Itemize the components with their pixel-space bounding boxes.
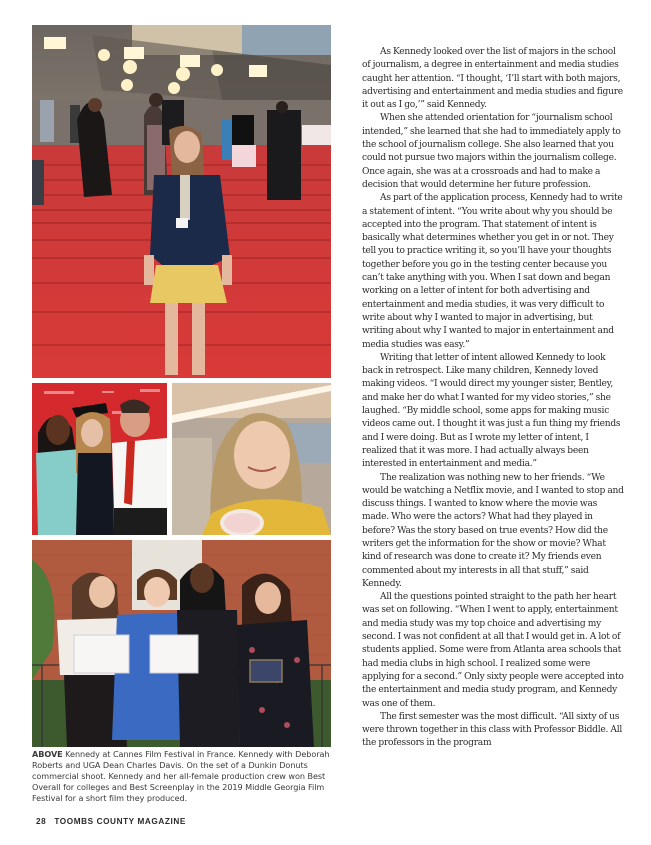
article-paragraph: When she attended orientation for “journalism school intended,” she learned that she had to immediately apply to the school of journalism college. She also learned that you could not pursue two majors within the journalism college. Once again, she was at a crossroads and had to make a decision that would determine her future profession. bbox=[362, 113, 621, 190]
article-paragraph: The first semester was the most difficult. “All sixty of us were thrown together in this class with Professor Biddle. All the professors in the program bbox=[362, 711, 623, 749]
article-paragraph: Writing that letter of intent allowed Kennedy to look back in retrospect. Like many children, Kennedy loved making videos. “I would direct my younger sister, Bentley, and make her do what I wanted for my video stories,” she laughed. “By middle school, some apps for making music videos came out. I thought it was just a fun thing my friends and I were doing. But as I wrote my letter of intent, I realized that it was more. I had actually always been interested in entertainment and media.” bbox=[362, 352, 621, 470]
photo-graduation bbox=[32, 383, 167, 535]
article-paragraph: As Kennedy looked over the list of majors in the school of journalism, a degree in entertainment and media studies caught her attention. “I thought, ‘I’ll start with both majors, advertising and entertainment and media studies and figure it out as I go,’” said Kennedy. bbox=[362, 47, 623, 111]
award-photo-illustration bbox=[32, 540, 331, 747]
caption-lead: ABOVE bbox=[32, 749, 63, 759]
article-paragraph: All the questions pointed straight to the path her heart was set on following. “When I went to apply, entertainment and media study was my top choice and advertising my second. I was not confident at all that I would get in. A lot of students applied. Some were from Atlanta area schools that had media clubs in high school. I realized some were applying for a second.” Only sixty people were accepted into the entertainment and media study program, and Kennedy was one of them. bbox=[362, 592, 624, 709]
dunkin-photo-illustration bbox=[172, 383, 331, 535]
photo-cannes-red-carpet bbox=[32, 25, 331, 378]
caption-text: Kennedy at Cannes Film Festival in France. Kennedy with Deborah Roberts and UGA Dean Charles Davis. On the set of a Dunkin Donuts commercial shoot. Kennedy and her all-female production crew won Best Overall for colleges and Best Screenplay in the 2019 Middle Georgia Film Festival for a short film they produced. bbox=[32, 749, 330, 804]
page-number: 28 bbox=[36, 817, 47, 826]
photo-dunkin-commercial bbox=[172, 383, 331, 535]
article-body bbox=[362, 46, 624, 751]
article-paragraph: The realization was nothing new to her friends. “We would be watching a Netflix movie, and I wanted to stop and discuss things. I wanted to know where the movie was made. Who were the actors? What had they played in before? Was the story based on true events? How did the writers get the information for the show or movie? What kind of research was done to create it? My friends even commented about my interests in all that stuff,” said Kennedy. bbox=[362, 472, 624, 589]
publication-name: TOOMBS COUNTY MAGAZINE bbox=[54, 817, 186, 826]
cannes-photo-illustration bbox=[32, 25, 331, 378]
photo-award-crew bbox=[32, 540, 331, 747]
photo-caption bbox=[32, 749, 332, 804]
article-paragraph: As part of the application process, Kennedy had to write a statement of intent. “You write about why you should be accepted into the program. That statement of intent is basically what determines whether you get in or not. They tell you to practice writing it, so you’ll have your thoughts together before you go in the testing center because you can’t take anything with you. When I sat down and began working on a letter of intent for both advertising and entertainment and media studies, it was very difficult to write about why I wanted to major in advertising, but writing about why I wanted to major in entertainment and media studies was easy.” bbox=[362, 193, 623, 350]
graduation-photo-illustration bbox=[32, 383, 167, 535]
page-footer bbox=[36, 817, 186, 826]
